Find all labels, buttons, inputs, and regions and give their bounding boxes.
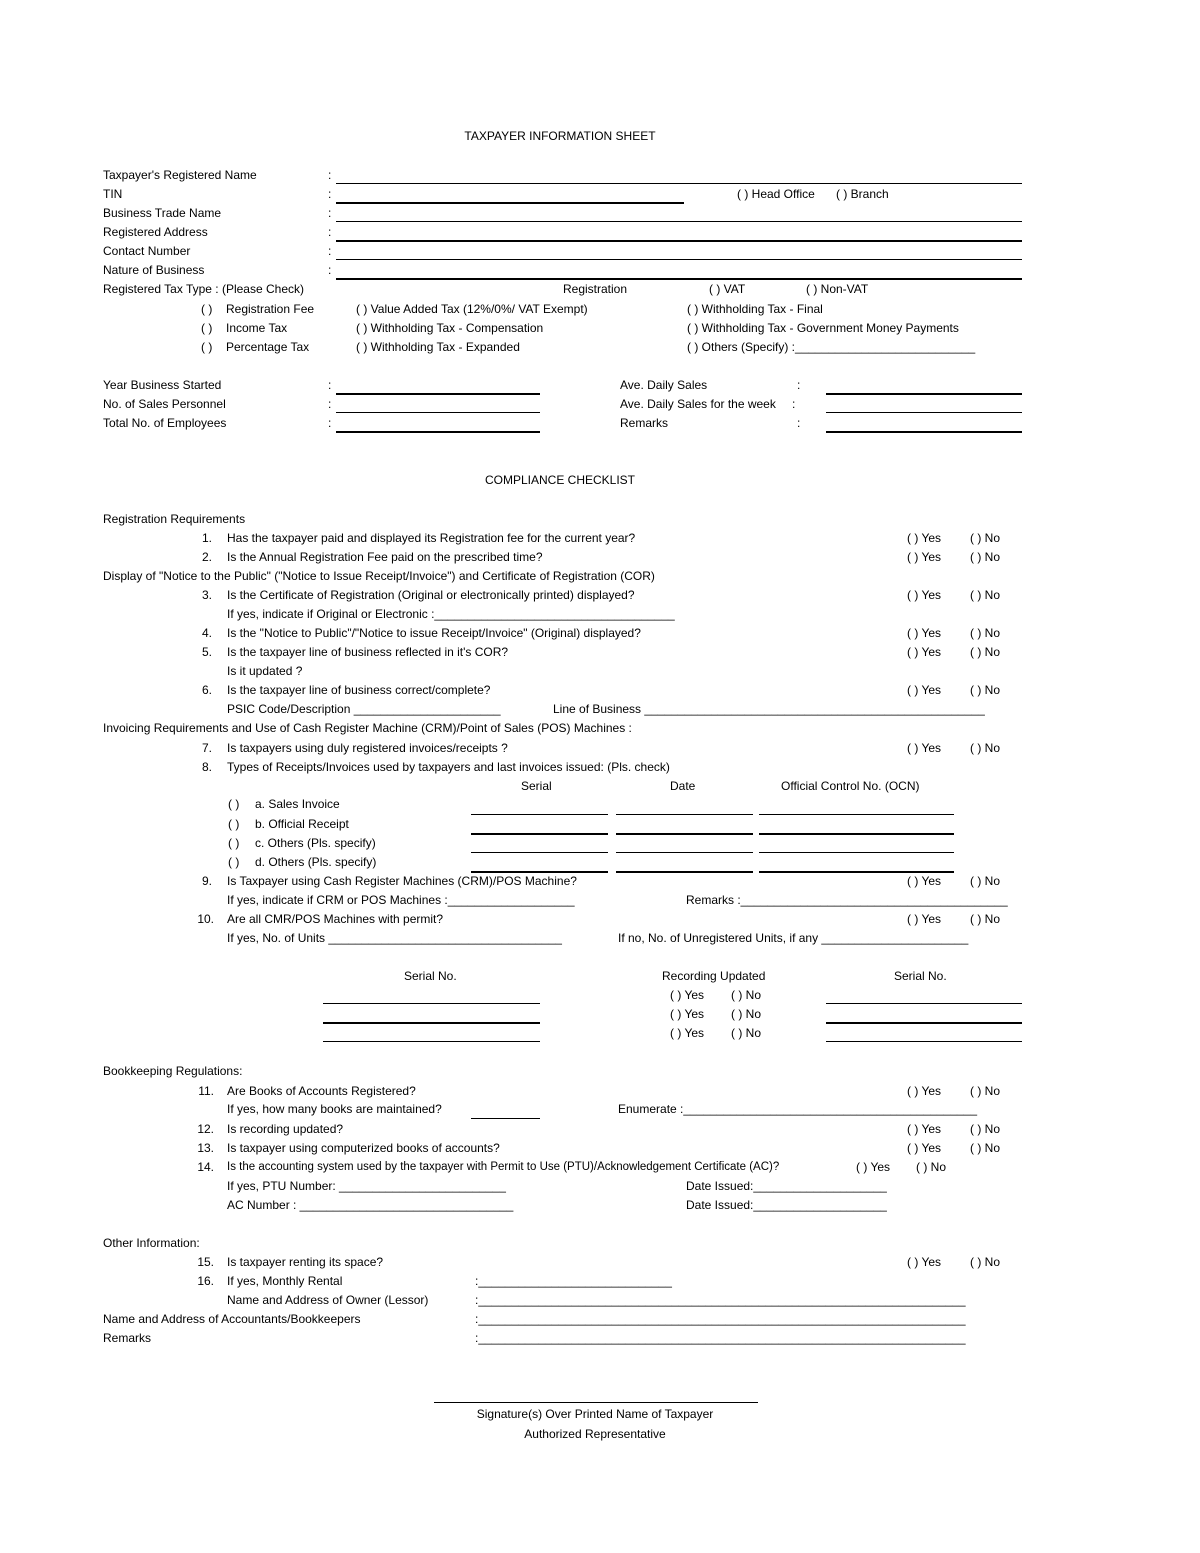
q4-yes-checkbox[interactable]: ( ) Yes bbox=[907, 626, 942, 640]
ocn-column-header: Official Control No. (OCN) bbox=[781, 779, 920, 793]
nature-field[interactable] bbox=[336, 278, 1022, 280]
question-number: 7. bbox=[201, 741, 212, 755]
head-office-checkbox[interactable]: ( ) Head Office bbox=[737, 187, 815, 201]
question-13: Is taxpayer using computerized books of accounts? bbox=[227, 1141, 500, 1155]
recording-yes-checkbox[interactable]: ( ) Yes bbox=[670, 1007, 705, 1021]
monthly-rental-field[interactable]: :_____________________________ bbox=[475, 1274, 672, 1288]
q2-no-checkbox[interactable]: ( ) No bbox=[970, 550, 1000, 564]
page-title: TAXPAYER INFORMATION SHEET bbox=[464, 129, 656, 143]
q6-no-checkbox[interactable]: ( ) No bbox=[970, 683, 1000, 697]
question-15: Is taxpayer renting its space? bbox=[227, 1255, 384, 1269]
bookkeeping-heading: Bookkeeping Regulations: bbox=[103, 1064, 243, 1078]
serial-no-header-right: Serial No. bbox=[894, 969, 947, 983]
tin-label: TIN bbox=[103, 187, 123, 201]
serial-column-header: Serial bbox=[521, 779, 552, 793]
owner-label: Name and Address of Owner (Lessor) bbox=[227, 1293, 429, 1307]
colon: : bbox=[328, 397, 332, 411]
wt-expanded-checkbox[interactable]: ( ) Withholding Tax - Expanded bbox=[356, 340, 520, 354]
invoicing-heading: Invoicing Requirements and Use of Cash Register Machine (CRM)/Point of Sales (POS) Machines : bbox=[103, 721, 632, 735]
recording-no-checkbox[interactable]: ( ) No bbox=[731, 1007, 761, 1021]
question-5: Is the taxpayer line of business reflected in it's COR? bbox=[227, 645, 509, 659]
recording-yes-checkbox[interactable]: ( ) Yes bbox=[670, 988, 705, 1002]
machine-serial-field[interactable] bbox=[826, 1003, 1022, 1004]
q1-no-checkbox[interactable]: ( ) No bbox=[970, 531, 1000, 545]
remarks-field[interactable]: :_________________________________________________________________________ bbox=[475, 1331, 966, 1345]
q7-no-checkbox[interactable]: ( ) No bbox=[970, 741, 1000, 755]
others-d-ocn-field[interactable] bbox=[759, 871, 954, 873]
q6-yes-checkbox[interactable]: ( ) Yes bbox=[907, 683, 942, 697]
question-number: 11. bbox=[198, 1084, 214, 1098]
question-number: 15. bbox=[197, 1255, 214, 1269]
ac-number-field[interactable]: AC Number : ________________________________ bbox=[227, 1198, 514, 1212]
q10-no-checkbox[interactable]: ( ) No bbox=[970, 912, 1000, 926]
question-7: Is taxpayers using duly registered invoices/receipts ? bbox=[227, 741, 508, 755]
address-label: Registered Address bbox=[103, 225, 208, 239]
accountants-label: Name and Address of Accountants/Bookkeepers bbox=[103, 1312, 361, 1326]
q15-yes-checkbox[interactable]: ( ) Yes bbox=[907, 1255, 942, 1269]
trade-name-field[interactable] bbox=[336, 221, 1022, 222]
other-information-heading: Other Information: bbox=[103, 1236, 200, 1250]
colon: : bbox=[328, 244, 332, 258]
date-column-header: Date bbox=[670, 779, 696, 793]
psic-field[interactable]: PSIC Code/Description ______________________ bbox=[227, 702, 501, 716]
q9-remarks-field[interactable]: Remarks :________________________________________ bbox=[686, 893, 1008, 907]
checklist-title: COMPLIANCE CHECKLIST bbox=[484, 473, 636, 487]
accountants-field[interactable]: :_________________________________________________________________________ bbox=[475, 1312, 966, 1326]
nature-label: Nature of Business bbox=[103, 263, 205, 277]
wt-compensation-checkbox[interactable]: ( ) Withholding Tax - Compensation bbox=[356, 321, 544, 335]
ptu-date-issued-field[interactable]: Date Issued:____________________ bbox=[686, 1179, 887, 1193]
question-number: 14. bbox=[197, 1160, 214, 1174]
sales-personnel-label: No. of Sales Personnel bbox=[103, 397, 226, 411]
wt-final-checkbox[interactable]: ( ) Withholding Tax - Final bbox=[687, 302, 823, 316]
q11-books-field[interactable] bbox=[471, 1118, 540, 1119]
sales-personnel-field[interactable] bbox=[336, 412, 540, 413]
question-16: If yes, Monthly Rental bbox=[227, 1274, 343, 1288]
colon: : bbox=[797, 378, 801, 392]
q3-no-checkbox[interactable]: ( ) No bbox=[970, 588, 1000, 602]
q10-units-field[interactable]: If yes, No. of Units ___________________________________ bbox=[227, 931, 562, 945]
sales-invoice-serial-field[interactable] bbox=[471, 814, 608, 815]
question-number: 9. bbox=[201, 874, 212, 888]
colon: : bbox=[328, 187, 332, 201]
q12-yes-checkbox[interactable]: ( ) Yes bbox=[907, 1122, 942, 1136]
question-number: 10. bbox=[197, 912, 214, 926]
recording-no-checkbox[interactable]: ( ) No bbox=[731, 1026, 761, 1040]
registration-requirements-heading: Registration Requirements bbox=[103, 512, 246, 526]
line-of-business-field[interactable]: Line of Business ___________________________________________________ bbox=[553, 702, 985, 716]
others-d-checkbox[interactable]: ( ) bbox=[228, 855, 240, 869]
q13-no-checkbox[interactable]: ( ) No bbox=[970, 1141, 1000, 1155]
registered-name-label: Taxpayer's Registered Name bbox=[103, 168, 257, 182]
q10-unregistered-field[interactable]: If no, No. of Unregistered Units, if any ______________________ bbox=[618, 931, 969, 945]
signature-line[interactable] bbox=[434, 1402, 758, 1403]
question-number: 16. bbox=[197, 1274, 214, 1288]
others-c-checkbox[interactable]: ( ) bbox=[228, 836, 240, 850]
value-added-tax-checkbox[interactable]: ( ) Value Added Tax (12%/0%/ VAT Exempt) bbox=[356, 302, 588, 316]
address-field[interactable] bbox=[336, 240, 1022, 242]
question-2: Is the Annual Registration Fee paid on the prescribed time? bbox=[227, 550, 543, 564]
question-10: Are all CMR/POS Machines with permit? bbox=[227, 912, 444, 926]
sales-invoice-label: a. Sales Invoice bbox=[255, 797, 340, 811]
colon: : bbox=[328, 416, 332, 430]
contact-label: Contact Number bbox=[103, 244, 191, 258]
registration-fee-checkbox[interactable]: ( ) bbox=[201, 302, 213, 316]
question-number: 8. bbox=[201, 760, 212, 774]
question-number: 12. bbox=[197, 1122, 214, 1136]
q3-yes-checkbox[interactable]: ( ) Yes bbox=[907, 588, 942, 602]
ave-daily-sales-week-field[interactable] bbox=[826, 412, 1022, 413]
owner-field[interactable]: :_________________________________________________________________________ bbox=[475, 1293, 966, 1307]
contact-field[interactable] bbox=[336, 259, 1022, 260]
q4-no-checkbox[interactable]: ( ) No bbox=[970, 626, 1000, 640]
others-c-date-field[interactable] bbox=[616, 852, 753, 853]
question-4: Is the "Notice to Public"/"Notice to issue Receipt/Invoice" (Original) displayed? bbox=[227, 626, 641, 640]
signature-caption: Signature(s) Over Printed Name of Taxpayer bbox=[476, 1407, 714, 1421]
question-number: 3. bbox=[201, 588, 212, 602]
q14-no-checkbox[interactable]: ( ) No bbox=[916, 1160, 946, 1174]
total-employees-label: Total No. of Employees bbox=[103, 416, 227, 430]
q14-yes-checkbox[interactable]: ( ) Yes bbox=[856, 1160, 891, 1174]
question-number: 1. bbox=[201, 531, 212, 545]
official-receipt-checkbox[interactable]: ( ) bbox=[228, 817, 240, 831]
q9-yes-checkbox[interactable]: ( ) Yes bbox=[907, 874, 942, 888]
sales-invoice-ocn-field[interactable] bbox=[759, 814, 954, 815]
others-c-serial-field[interactable] bbox=[471, 852, 608, 853]
q3-original-electronic-field[interactable]: If yes, indicate if Original or Electronic :____________________________________ bbox=[227, 607, 675, 621]
colon: : bbox=[328, 206, 332, 220]
question-9: Is Taxpayer using Cash Register Machines (CRM)/POS Machine? bbox=[227, 874, 577, 888]
year-started-field[interactable] bbox=[336, 393, 540, 395]
registered-name-field[interactable] bbox=[336, 183, 1022, 184]
question-number: 5. bbox=[201, 645, 212, 659]
recording-no-checkbox[interactable]: ( ) No bbox=[731, 988, 761, 1002]
colon: : bbox=[328, 378, 332, 392]
q9-no-checkbox[interactable]: ( ) No bbox=[970, 874, 1000, 888]
machine-serial-field[interactable] bbox=[826, 1041, 1022, 1042]
income-tax-checkbox[interactable]: ( ) bbox=[201, 321, 213, 335]
serial-no-header-left: Serial No. bbox=[404, 969, 457, 983]
question-14: Is the accounting system used by the taxpayer with Permit to Use (PTU)/Acknowledgement Certificate (AC)? bbox=[227, 1161, 780, 1173]
branch-checkbox[interactable]: ( ) Branch bbox=[836, 187, 889, 201]
question-number: 6. bbox=[201, 683, 212, 697]
display-heading: Display of "Notice to the Public" ("Notice to Issue Receipt/Invoice") and Certificate of Registration (COR) bbox=[103, 569, 655, 583]
wt-government-checkbox[interactable]: ( ) Withholding Tax - Government Money Payments bbox=[687, 321, 959, 335]
official-receipt-label: b. Official Receipt bbox=[255, 817, 349, 831]
business-remarks-field[interactable] bbox=[826, 431, 1022, 433]
others-d-serial-field[interactable] bbox=[471, 871, 608, 873]
question-1: Has the taxpayer paid and displayed its Registration fee for the current year? bbox=[227, 531, 636, 545]
q2-yes-checkbox[interactable]: ( ) Yes bbox=[907, 550, 942, 564]
others-c-ocn-field[interactable] bbox=[759, 852, 954, 853]
non-vat-checkbox[interactable]: ( ) Non-VAT bbox=[806, 282, 869, 296]
total-employees-field[interactable] bbox=[336, 431, 540, 433]
colon: : bbox=[328, 168, 332, 182]
ac-date-issued-field[interactable]: Date Issued:____________________ bbox=[686, 1198, 887, 1212]
question-3: Is the Certificate of Registration (Original or electronically printed) displayed? bbox=[227, 588, 635, 602]
income-tax-label: Income Tax bbox=[226, 321, 288, 335]
signature-subcaption: Authorized Representative bbox=[524, 1427, 666, 1441]
percentage-tax-checkbox[interactable]: ( ) bbox=[201, 340, 213, 354]
year-started-label: Year Business Started bbox=[103, 378, 222, 392]
official-receipt-serial-field[interactable] bbox=[471, 833, 608, 835]
q15-no-checkbox[interactable]: ( ) No bbox=[970, 1255, 1000, 1269]
question-8: Types of Receipts/Invoices used by taxpayers and last invoices issued: (Pls. check) bbox=[227, 760, 670, 774]
ave-daily-sales-week-label: Ave. Daily Sales for the week bbox=[620, 397, 776, 411]
q5-no-checkbox[interactable]: ( ) No bbox=[970, 645, 1000, 659]
tin-field[interactable] bbox=[336, 202, 684, 204]
ptu-number-field[interactable]: If yes, PTU Number: _________________________ bbox=[227, 1179, 506, 1193]
q1-yes-checkbox[interactable]: ( ) Yes bbox=[907, 531, 942, 545]
colon: : bbox=[328, 225, 332, 239]
percentage-tax-label: Percentage Tax bbox=[226, 340, 310, 354]
recording-yes-checkbox[interactable]: ( ) Yes bbox=[670, 1026, 705, 1040]
vat-checkbox[interactable]: ( ) VAT bbox=[709, 282, 746, 296]
q13-yes-checkbox[interactable]: ( ) Yes bbox=[907, 1141, 942, 1155]
recording-updated-header: Recording Updated bbox=[662, 969, 766, 983]
colon: : bbox=[797, 416, 801, 430]
ave-daily-sales-field[interactable] bbox=[826, 393, 1022, 395]
q11-yes-checkbox[interactable]: ( ) Yes bbox=[907, 1084, 942, 1098]
colon: : bbox=[328, 263, 332, 277]
q10-yes-checkbox[interactable]: ( ) Yes bbox=[907, 912, 942, 926]
q12-no-checkbox[interactable]: ( ) No bbox=[970, 1122, 1000, 1136]
remarks-label: Remarks bbox=[103, 1331, 152, 1345]
trade-name-label: Business Trade Name bbox=[103, 206, 222, 220]
others-d-label: d. Others (Pls. specify) bbox=[255, 855, 377, 869]
others-d-date-field[interactable] bbox=[616, 871, 753, 873]
q11-no-checkbox[interactable]: ( ) No bbox=[970, 1084, 1000, 1098]
q5-updated: Is it updated ? bbox=[227, 664, 303, 678]
question-11: Are Books of Accounts Registered? bbox=[227, 1084, 416, 1098]
q5-yes-checkbox[interactable]: ( ) Yes bbox=[907, 645, 942, 659]
registration-label: Registration bbox=[563, 282, 628, 296]
tax-type-label: Registered Tax Type : (Please Check) bbox=[103, 282, 304, 296]
business-remarks-label: Remarks bbox=[620, 416, 669, 430]
question-number: 2. bbox=[201, 550, 212, 564]
q11-books-label: If yes, how many books are maintained? bbox=[227, 1102, 442, 1116]
sales-invoice-checkbox[interactable]: ( ) bbox=[228, 797, 240, 811]
ave-daily-sales-label: Ave. Daily Sales bbox=[620, 378, 708, 392]
official-receipt-date-field[interactable] bbox=[616, 833, 753, 835]
question-6: Is the taxpayer line of business correct/complete? bbox=[227, 683, 491, 697]
colon: : bbox=[792, 397, 796, 411]
sales-invoice-date-field[interactable] bbox=[616, 814, 753, 815]
q7-yes-checkbox[interactable]: ( ) Yes bbox=[907, 741, 942, 755]
registration-fee-label: Registration Fee bbox=[226, 302, 315, 316]
machine-serial-field[interactable] bbox=[826, 1022, 1022, 1024]
others-specify-checkbox[interactable]: ( ) Others (Specify) :___________________________ bbox=[687, 340, 976, 354]
question-number: 4. bbox=[201, 626, 212, 640]
machine-serial-field[interactable] bbox=[323, 1022, 540, 1024]
others-c-label: c. Others (Pls. specify) bbox=[255, 836, 376, 850]
machine-serial-field[interactable] bbox=[323, 1041, 540, 1042]
question-12: Is recording updated? bbox=[227, 1122, 344, 1136]
official-receipt-ocn-field[interactable] bbox=[759, 833, 954, 835]
enumerate-field[interactable]: Enumerate :____________________________________________ bbox=[618, 1102, 978, 1116]
machine-serial-field[interactable] bbox=[323, 1003, 540, 1004]
q9-crm-pos-field[interactable]: If yes, indicate if CRM or POS Machines :___________________ bbox=[227, 893, 575, 907]
question-number: 13. bbox=[197, 1141, 214, 1155]
